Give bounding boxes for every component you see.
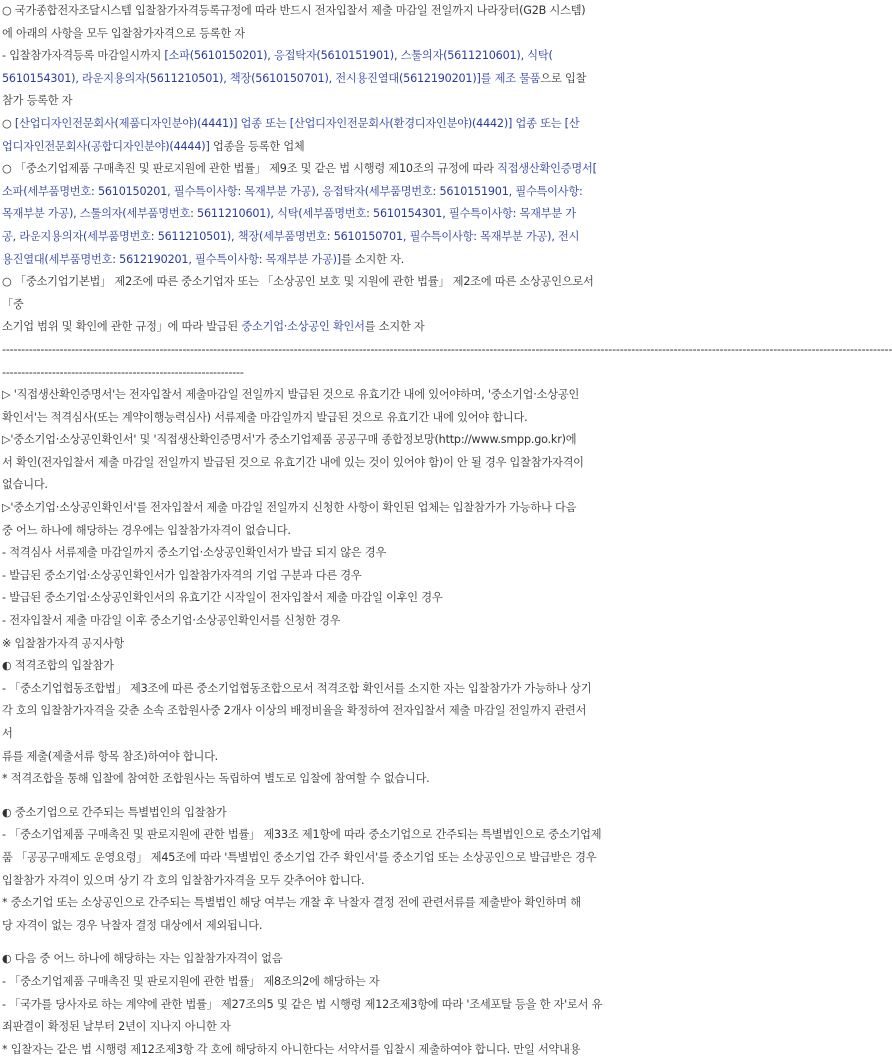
body-text: 확인서'는 적격심사(또는 계약이행능력심사) 서류제출 마감일까지 발급된 것으로 유효기간 내에 있어야 합니다.: [2, 410, 528, 424]
text-line: [2, 948, 716, 971]
text-line: [2, 971, 716, 994]
body-text: ▷ '직접생산확인증명서'는 전자입찰서 제출마감일 전일까지 발급된 것으로 유효기간 내에 있어야하며, '중소기업·소상공인: [2, 388, 580, 402]
paragraph-gap: [2, 791, 716, 802]
text-line: [2, 746, 716, 769]
body-text: 를 소지한 자.: [340, 252, 405, 266]
text-line: [2, 474, 716, 497]
text-line: [2, 847, 716, 870]
text-line: [2, 542, 716, 565]
text-line: [2, 339, 892, 362]
text-line: [2, 136, 716, 159]
highlighted-text: [산업디자인전문회사(제품디자인분야)(4441)] 업종 또는 [산업디자인전문회사(환경디자인분야)(4442)] 업종 또는 [산: [14, 116, 580, 130]
highlighted-text: [소파(5610150201), 응접탁자(5610151901), 스툴의자(5611210601), 식탁(: [164, 49, 553, 63]
body-text: 품 「공공구매제도 운영요령」 제45조에 따라 '특별법인 중소기업 간주 확인서'를 중소기업 또는 소상공인으로 발급받은 경우: [2, 850, 597, 864]
body-text: 소기업 범위 및 확인에 관한 규정」에 따라 발급된: [2, 320, 242, 334]
text-line: [2, 0, 716, 23]
text-line: [2, 587, 716, 610]
body-text: - 전자입찰서 제출 마감일 이후 중소기업·소상공인확인서를 신청한 경우: [2, 614, 341, 628]
text-line: [2, 655, 716, 678]
body-text: ※ 입찰참가자격 공지사항: [2, 636, 124, 650]
text-line: [2, 203, 716, 226]
text-line: [2, 497, 716, 520]
body-text: ▷'중소기업·소상공인확인서'를 전자입찰서 제출 마감일 전일까지 신청한 사항이 확인된 업체는 입찰참가가 가능하나 다음: [2, 501, 577, 515]
text-line: [2, 45, 716, 68]
text-line: [2, 249, 716, 272]
text-line: [2, 181, 716, 204]
body-text: 업종을 등록한 업체: [209, 139, 305, 153]
text-line: [2, 452, 716, 475]
text-line: [2, 158, 716, 181]
highlighted-text: 직접생산확인증명서[: [497, 162, 597, 176]
body-text: ◐ 적격조합의 입찰참가: [2, 659, 114, 673]
text-line: [2, 23, 716, 46]
text-line: [2, 520, 716, 543]
body-text: 서: [2, 727, 13, 740]
body-text: 에 아래의 사항을 모두 입찰참가자격으로 등록한 자: [2, 26, 245, 40]
body-text: 으로 입찰: [540, 71, 587, 85]
text-line: [2, 870, 716, 893]
body-text: - 입찰참가자격등록 마감일시까지: [2, 49, 165, 63]
body-text: 없습니다.: [2, 478, 48, 492]
body-text: 서 확인(전자입찰서 제출 마감일 전일까지 발급된 것으로 유효기간 내에 있는 것이 있어야 함)이 안 될 경우 입찰참가자격이: [2, 455, 584, 469]
body-text: 각 호의 입찰참가자격을 갖춘 소속 조합원사중 2개사 이상의 배정비율을 확정하여 전자입찰서 제출 마감일 전일까지 관련서: [2, 704, 587, 718]
body-text: ◐ 다음 중 어느 하나에 해당하는 자는 입찰참가자격이 없음: [2, 952, 283, 966]
text-line: [2, 610, 716, 633]
body-text: - 「중소기업제품 구매촉진 및 판로지원에 관한 법률」 제8조의2에 해당하는 자: [2, 974, 380, 988]
text-line: [2, 68, 716, 91]
text-line: [2, 1039, 716, 1061]
body-text: * 적격조합을 통해 입찰에 참여한 조합원사는 독립하여 별도로 입찰에 참여할 수 없습니다.: [2, 772, 430, 786]
highlighted-text: 업디자인전문회사(공합디자인분야)(4444)]: [2, 139, 210, 153]
text-line: [2, 994, 716, 1017]
body-text: ---------------------------------------------------------------: [2, 365, 244, 379]
body-text: * 입찰자는 같은 법 시행령 제12조제3항 각 호에 해당하지 아니한다는 서약서를 입찰시 제출하여야 합니다. 만일 서약내용: [2, 1042, 581, 1056]
body-text: ○ 「중소기업제품 구매촉진 및 판로지원에 관한 법률」 제9조 및 같은 법 시행령 제10조의 규정에 따라: [2, 162, 498, 176]
text-line: [2, 316, 716, 339]
text-line: [2, 429, 716, 452]
body-text: - 발급된 중소기업·소상공인확인서의 유효기간 시작일이 전자입찰서 제출 마감일 이후인 경우: [2, 591, 443, 605]
body-text: 죄판결이 확정된 날부터 2년이 지나지 아니한 자: [2, 1020, 231, 1034]
body-text: 중 어느 하나에 해당하는 경우에는 입찰참가자격이 없습니다.: [2, 523, 291, 537]
text-line: [2, 113, 716, 136]
body-text: ○: [2, 116, 15, 130]
body-text: ▷'중소기업·소상공인확인서' 및 '직접생산확인증명서'가 중소기업제품 공공구매 종합정보망(http://www.smpp.go.kr)에: [2, 433, 577, 447]
body-text: - 「국가를 당사자로 하는 계약에 관한 법률」 제27조의5 및 같은 법 시행령 제12조제3항에 따라 '조세포탈 등을 한 자'로서 유: [2, 997, 603, 1011]
highlighted-text: 5610154301), 라운지용의자(5611210501), 책장(5610150701), 전시용진열대(5612190201)]를 제조 물품: [2, 71, 541, 85]
body-text: - 「중소기업제품 구매촉진 및 판로지원에 관한 법률」 제33조 제1항에 따라 중소기업으로 간주되는 특별법인으로 중소기업제: [2, 828, 602, 842]
body-text: 류를 제출(제출서류 항목 참조)하여야 합니다.: [2, 749, 219, 763]
body-text: ◐ 중소기업으로 간주되는 특별법인의 입찰참가: [2, 805, 227, 819]
highlighted-text: 소파(세부품명번호: 5610150201, 필수특이사항: 목재부분 가공), 응접탁자(세부품명번호: 5610151901, 필수특이사항:: [2, 184, 583, 198]
paragraph-gap: [2, 937, 716, 948]
text-line: [2, 1016, 716, 1039]
body-text: ----------------------------------------------------------------------------------------------------------------------------------------------------------------------------------------------------------------------------------------: [2, 342, 892, 356]
body-text: * 중소기업 또는 소상공인으로 간주되는 특별법인 해당 여부는 개찰 후 낙찰자 결정 전에 관련서류를 제출받아 확인하며 해: [2, 896, 581, 910]
text-line: [2, 678, 716, 701]
text-line: [2, 723, 716, 746]
highlighted-text: 용진열대(세부품명번호: 5612190201, 필수특이사항: 목재부분 가공)]: [2, 252, 341, 266]
text-line: [2, 90, 716, 113]
text-line: [2, 892, 716, 915]
text-line: [2, 271, 716, 294]
text-line: [2, 294, 716, 317]
highlighted-text: 목재부분 가공), 스툴의자(세부품명번호: 5611210601), 식탁(세부품명번호: 5610154301, 필수특이사항: 목재부분 가: [2, 207, 576, 221]
text-line: [2, 824, 716, 847]
text-line: [2, 768, 716, 791]
body-text: - 발급된 중소기업·소상공인확인서가 입찰참가자격의 기업 구분과 다른 경우: [2, 568, 362, 582]
body-text: 를 소지한 자: [364, 320, 425, 334]
body-text: 입찰참가 자격이 있으며 상기 각 호의 입찰참가자격을 모두 갖추어야 합니다.: [2, 873, 365, 887]
text-line: [2, 633, 716, 656]
text-line: [2, 362, 716, 385]
text-line: [2, 407, 716, 430]
text-line: [2, 565, 716, 588]
text-line: [2, 384, 716, 407]
highlighted-text: 공, 라운지용의자(세부품명번호: 5611210501), 책장(세부품명번호: 5610150701, 필수특이사항: 목재부분 가공), 전시: [2, 229, 580, 243]
body-text: ○ 국가종합전자조달시스템 입찰참가자격등록규정에 따라 반드시 전자입찰서 제출 마감일 전일까지 나라장터(G2B 시스템): [2, 4, 586, 17]
text-line: [2, 700, 716, 723]
text-line: [2, 915, 716, 938]
text-line: [2, 802, 716, 825]
text-line: [2, 226, 716, 249]
body-text: 당 자격이 없는 경우 낙찰자 결정 대상에서 제외됩니다.: [2, 918, 263, 932]
body-text: 「중: [2, 297, 24, 311]
body-text: - 「중소기업협동조합법」 제3조에 따른 중소기업협동조합으로서 적격조합 확인서를 소지한 자는 입찰참가가 가능하나 상기: [2, 681, 592, 695]
body-text: 참가 등록한 자: [2, 94, 73, 108]
body-text: - 적격심사 서류제출 마감일까지 중소기업·소상공인확인서가 발급 되지 않은 경우: [2, 546, 387, 560]
highlighted-text: 중소기업·소상공인 확인서: [241, 320, 365, 334]
body-text: ○ 「중소기업기본법」 제2조에 따른 중소기업자 또는 「소상공인 보호 및 지원에 관한 법률」 제2조에 따른 소상공인으로서: [2, 275, 594, 289]
